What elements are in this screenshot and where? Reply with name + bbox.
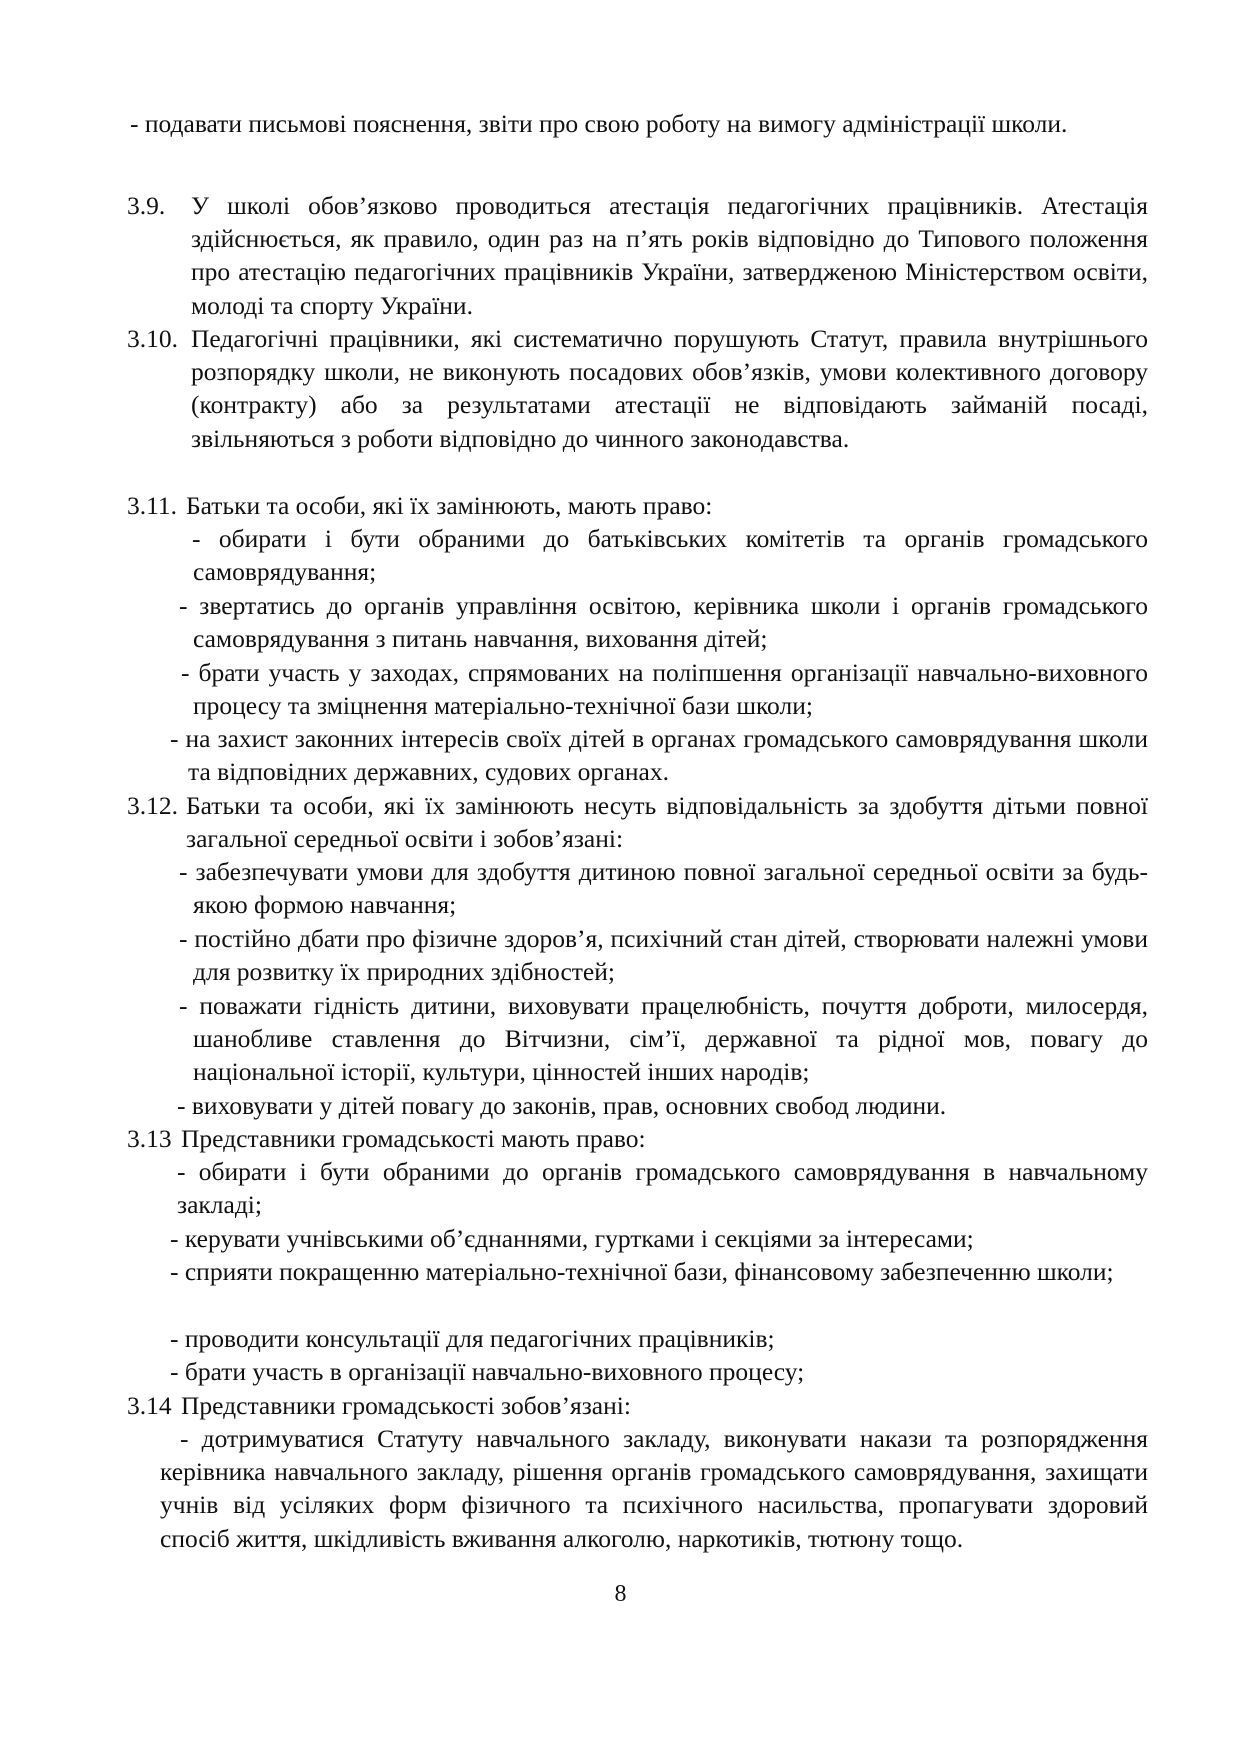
paragraph-text: - обирати і бути обраними до батьківських комітетів та органів громадського самоврядування;	[192, 524, 1148, 587]
clause-3-9	[127, 189, 1148, 322]
paragraph-text: Представники громадськості мають право:	[181, 1124, 646, 1153]
paragraph-text: - поважати гідність дитини, виховувати працелюбність, почуття доброти, милосердя, шанобливе ставлення до Вітчизни, сім’ї, державної та рідної мов, повагу до національної історії, культури, цінностей інших народів;	[179, 991, 1148, 1087]
page-number: 8	[614, 1581, 627, 1607]
paragraph-text: - обирати і бути обраними до органів громадського самоврядування в навчальному закладі;	[177, 1157, 1148, 1220]
list-item-public-consult	[170, 1322, 1148, 1355]
list-item-public-obligations	[160, 1422, 1148, 1555]
clause-3-13	[127, 1122, 1148, 1155]
clause-3-14	[127, 1389, 1148, 1422]
list-item-public-support	[170, 1255, 1148, 1288]
clause-3-10	[127, 322, 1148, 455]
clause-number: 3.14	[127, 1391, 172, 1420]
paragraph-text: - сприяти покращенню матеріально-технічної бази, фінансовому забезпеченню школи;	[170, 1257, 1114, 1286]
clause-number: 3.13	[127, 1124, 172, 1153]
clause-number: 3.12.	[127, 791, 178, 820]
list-item-parents-conditions	[179, 855, 1148, 921]
list-item-parents-protect	[170, 722, 1148, 788]
paragraph-text: Батьки та особи, які їх замінюють, мають право:	[186, 491, 713, 520]
list-item-parents-educate	[177, 1089, 1148, 1122]
clause-number: 3.11.	[127, 491, 178, 520]
list-item-public-manage	[170, 1222, 1148, 1255]
paragraph-text: - керувати учнівськими об’єднаннями, гуртками і секціями за інтересами;	[170, 1224, 974, 1253]
paragraph-text: - виховувати у дітей повагу до законів, прав, основних свобод людини.	[177, 1091, 947, 1120]
paragraph-text: - брати участь у заходах, спрямованих на поліпшення організації навчально-виховного процесу та зміцнення матеріально-технічної бази школи;	[181, 658, 1148, 721]
clause-3-11	[127, 489, 1148, 522]
paragraph-text: - на захист законних інтересів своїх дітей в органах громадського самоврядування школи та відповідних державних, судових органах.	[170, 724, 1148, 787]
paragraph-text: У школі обов’язково проводиться атестація педагогічних працівників. Атестація здійснюється, як правило, один раз на п’ять років відповідно до Типового положення про атестацію педагогічних працівників України, затвердженою Міністерством освіти, молоді та спорту України.	[191, 191, 1148, 320]
paragraph-text: - забезпечувати умови для здобуття дитиною повної загальної середньої освіти за будь-якою формою навчання;	[179, 857, 1148, 920]
list-item-parents-elect	[193, 522, 1148, 588]
paragraph-text: - звертатись до органів управління освітою, керівника школи і органів громадського самоврядування з питань навчання, виховання дітей;	[179, 591, 1148, 654]
list-item-written-explanations	[130, 107, 1148, 140]
paragraph-text: - проводити консультації для педагогічних працівників;	[170, 1324, 775, 1353]
list-item-public-participate	[170, 1355, 1148, 1388]
paragraph-text: Батьки та особи, які їх замінюють несуть відповідальність за здобуття дітьми повної загальної середньої освіти і зобов’язані:	[186, 791, 1148, 854]
clause-number: 3.10.	[127, 324, 178, 353]
paragraph-text: - брати участь в організації навчально-виховного процесу;	[170, 1357, 805, 1386]
clause-number: 3.9.	[127, 191, 166, 220]
list-item-parents-appeal	[179, 589, 1148, 655]
paragraph-text: Представники громадськості зобов’язані:	[181, 1391, 631, 1420]
paragraph-text: - дотримуватися Статуту навчального закладу, виконувати накази та розпорядження керівника навчального закладу, рішення органів громадського самоврядування, захищати учнів від усіляких форм фізичного та психічного насильства, пропагувати здоровий спосіб життя, шкідливість вживання алкоголю, наркотиків, тютюну тощо.	[160, 1424, 1148, 1553]
list-item-parents-health	[179, 922, 1148, 988]
paragraph-text: - постійно дбати про фізичне здоров’я, психічний стан дітей, створювати належні умови для розвитку їх природних здібностей;	[179, 924, 1148, 987]
list-item-public-elect	[177, 1155, 1148, 1221]
paragraph-text: - подавати письмові пояснення, звіти про свою роботу на вимогу адміністрації школи.	[130, 109, 1068, 138]
paragraph-text: Педагогічні працівники, які систематично порушують Статут, правила внутрішнього розпорядку школи, не виконують посадових обов’язків, умови колективного договору (контракту) або за результатами атестації не відповідають займаній посаді, звільняються з роботи відповідно до чинного законодавства.	[191, 324, 1148, 453]
list-item-parents-respect	[179, 989, 1148, 1089]
list-item-parents-participate	[181, 656, 1148, 722]
clause-3-12	[127, 789, 1148, 855]
